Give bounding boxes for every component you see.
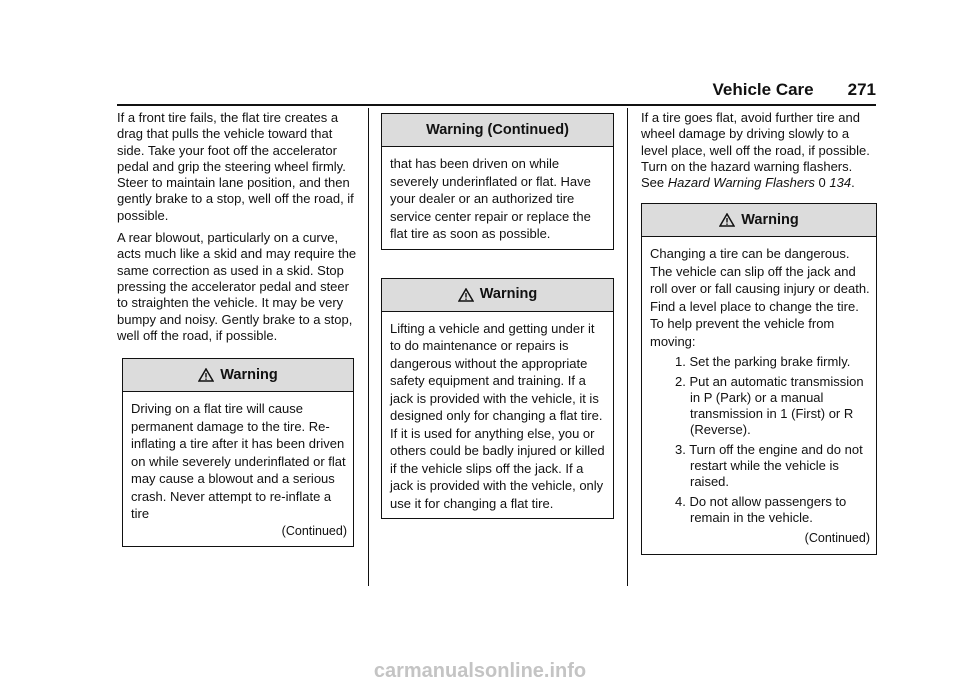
steps-list — [650, 354, 870, 526]
page-header — [0, 80, 876, 102]
warning-title-bar — [642, 204, 876, 237]
column-divider-2 — [627, 108, 628, 586]
warning-body — [123, 392, 353, 546]
warning-text: Driving on a flat tire will cause permanent damage to the tire. Re-inflating a tire after it has been driven on while severely underinflated or flat may cause a blowout and a serious crash. Never attempt to re-inflate a tire — [131, 401, 346, 522]
step-item: 3. Turn off the engine and do not restart while the vehicle is raised. — [675, 442, 863, 490]
warning-title-bar — [382, 114, 613, 147]
section-title: Vehicle Care — [712, 80, 814, 99]
header-rule — [117, 104, 876, 106]
warning-body — [382, 312, 613, 519]
warning-title: Warning — [479, 286, 538, 303]
warning-triangle-icon — [458, 288, 474, 302]
paragraph-tire-flat: If a tire goes flat, avoid further tire and wheel damage by driving slowly to a level place, well off the road, if possible. Turn on the hazard warning flashers. See Hazard Warning Flashers 0 134. — [641, 110, 870, 191]
warning-title: Warning — [741, 212, 799, 229]
warning-triangle-icon — [719, 213, 735, 227]
page-number: 271 — [847, 80, 876, 99]
watermark: carmanualsonline.info — [373, 660, 587, 682]
continued-label: (Continued) — [281, 523, 347, 538]
warning-text: Changing a tire can be dangerous. The vehicle can slip off the jack and roll over or fall causing injury or death. Find a level place to change the tire. To help prevent the vehicle from moving: — [650, 246, 870, 349]
warning-box-jack — [381, 278, 614, 520]
warning-body — [642, 237, 876, 554]
warning-title: Warning — [220, 367, 278, 383]
warning-body — [382, 147, 613, 249]
column-1 — [117, 110, 357, 547]
paragraph-front-tire: If a front tire fails, the flat tire creates a drag that pulls the vehicle toward that side. Take your foot off the accelerator pedal and grip the steering wheel firmly. Steer to maintain lane position, and then gently brake to a stop, well off the road, if possible. — [117, 110, 354, 223]
warning-box-continued — [381, 113, 614, 250]
step-item: 1. Set the parking brake firmly. — [675, 354, 851, 370]
reference-page: 134 — [829, 175, 852, 191]
step-item: 4. Do not allow passengers to remain in the vehicle. — [675, 494, 847, 526]
warning-text: that has been driven on while severely underinflated or flat. Have your dealer or an authorized tire service center repair or replace the flat tire as soon as possible. — [390, 156, 591, 241]
continued-label: (Continued) — [804, 531, 870, 546]
warning-box-flat-tire — [122, 358, 354, 547]
warning-triangle-icon — [198, 368, 214, 382]
column-2 — [381, 113, 614, 519]
column-3 — [641, 110, 877, 555]
reference-symbol: 0 — [818, 175, 826, 191]
warning-text: Lifting a vehicle and getting under it to do maintenance or repairs is dangerous without the appropriate safety equipment and training. If a jack is provided with the vehicle, it is designed only for changing a flat tire. If it is used for anything else, you or others could be badly injured or killed if the vehicle slips off the jack. If a jack is provided with the vehicle, only use it for changing a flat tire. — [390, 320, 605, 511]
paragraph-rear-blowout: A rear blowout, particularly on a curve, acts much like a skid and may require the same correction as used in a skid. Stop pressing the accelerator pedal and steer to straighten the vehicle. It may be very bumpy and noisy. Gently brake to a stop, well off the road, if possible. — [117, 230, 357, 343]
step-item: 2. Put an automatic transmission in P (Park) or a manual transmission in 1 (First) or R (Reverse). — [675, 374, 864, 438]
warning-box-changing-tire — [641, 203, 877, 555]
column-divider-1 — [368, 108, 369, 586]
cross-reference-link[interactable]: Hazard Warning Flashers — [667, 175, 815, 191]
warning-title: Warning (Continued) — [426, 121, 569, 138]
warning-title-bar — [382, 279, 613, 312]
warning-title-bar — [123, 359, 353, 392]
